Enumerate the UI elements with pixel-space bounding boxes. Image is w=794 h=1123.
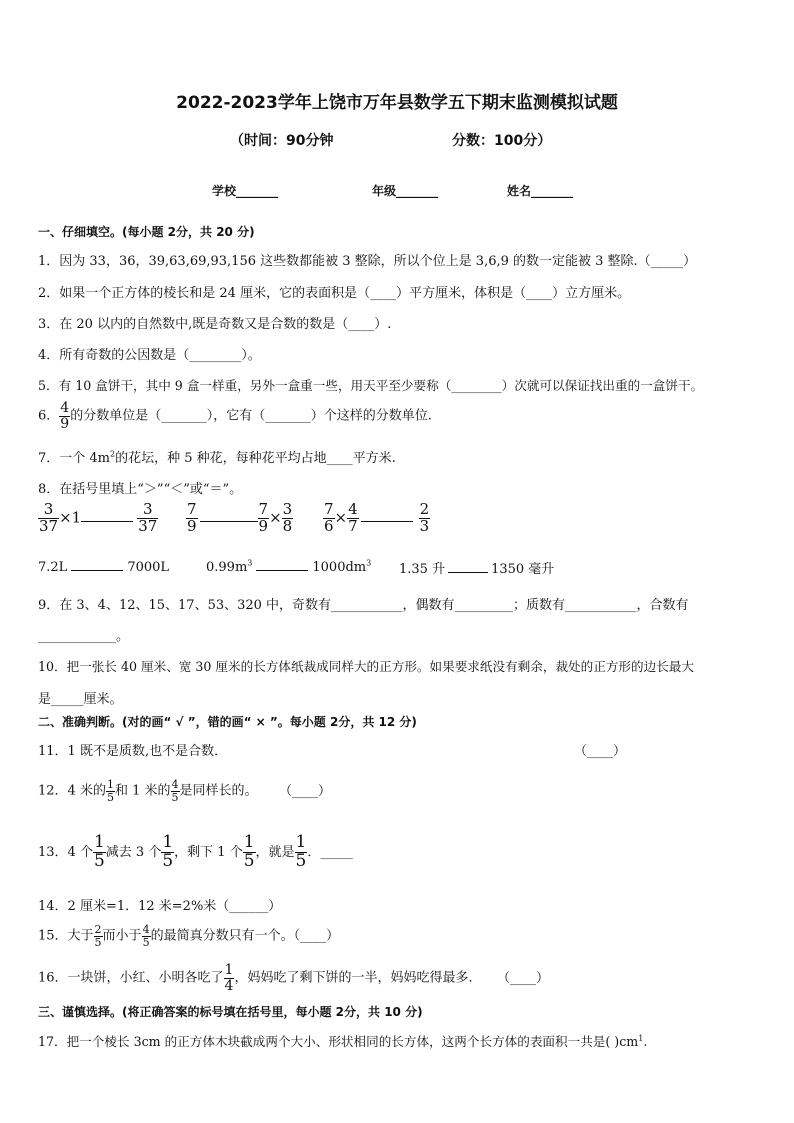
question-11: 11．1 既不是质数,也不是合数．	[38, 744, 228, 759]
fraction-numerator: 3	[137, 502, 158, 519]
question-14: 14．2 厘米=1．12 米=2%米（______）	[38, 899, 282, 914]
fraction-denominator: 5	[94, 935, 102, 949]
fraction-numerator: 1	[224, 962, 234, 978]
fraction-denominator: 37	[39, 516, 59, 535]
fraction-numerator: 4	[348, 500, 358, 518]
question-15-text-a: 15．大于	[38, 928, 94, 944]
question-17-text-b: .	[643, 1034, 648, 1049]
fraction-denominator: 5	[243, 850, 255, 871]
fraction-numerator: 1	[162, 832, 174, 852]
answer-blank[interactable]	[200, 509, 258, 522]
fraction-denominator: 5	[106, 790, 114, 804]
fraction-numerator: 3	[282, 500, 293, 518]
question-3: 3．在 20 以内的自然数中,既是奇数又是合数的数是（____）.	[38, 317, 392, 332]
question-7	[38, 447, 396, 466]
question-7-sup: 2	[110, 449, 116, 459]
question-12-answer[interactable]: （____）	[285, 783, 332, 799]
question-13-text-a: 13．4 个	[38, 844, 93, 860]
fraction-1-5	[243, 834, 256, 871]
fraction-numerator: 4	[171, 778, 179, 791]
fraction-denominator: 5	[93, 850, 105, 871]
value-1-35-liter: 1.35 升	[399, 562, 446, 577]
question-17-text-a: 17．把一个棱长 3cm 的正方体木块截成两个大小、形状相同的长方体，这两个长方体的表面积一共是( )cm	[38, 1034, 639, 1049]
fraction-denominator: 5	[295, 850, 307, 871]
question-6-text: 的分数单位是（_______），它有（_______）个这样的分数单位.	[70, 408, 432, 424]
page-title: 2022-2023学年上饶市万年县数学五下期末监测模拟试题	[176, 93, 618, 113]
section-3-heading: 三、谨慎选择。(将正确答案的标号填在括号里，每小题 2分，共 10 分)	[38, 1005, 423, 1019]
fraction-denominator: 9	[187, 516, 197, 535]
question-16-answer[interactable]: （____）	[503, 970, 549, 986]
name-field[interactable]: 姓名_______	[507, 184, 574, 198]
fraction-numerator: 1	[243, 832, 255, 852]
fraction-denominator: 7	[348, 516, 358, 535]
answer-blank[interactable]	[71, 558, 123, 571]
question-7-text-b: 的花坛，种 5 种花，每种花平均占地____平方米.	[115, 451, 396, 466]
fraction-1-5	[295, 834, 308, 871]
question-13-text-d: ，就是	[255, 844, 295, 860]
fraction-7-6	[323, 502, 335, 535]
fraction-denominator: 5	[171, 790, 179, 804]
times-one: ×1	[59, 508, 82, 527]
fraction-numerator: 4	[142, 923, 150, 936]
question-11-answer[interactable]: （____）	[574, 744, 627, 759]
exam-time: （时间：90分钟	[230, 133, 334, 149]
fraction-4-5	[142, 924, 151, 948]
fraction-3-37	[137, 502, 158, 535]
answer-blank[interactable]	[81, 509, 133, 522]
fraction-numerator: 1	[295, 832, 307, 852]
fraction-4-5	[171, 779, 180, 803]
exam-score: 分数：100分）	[452, 133, 552, 149]
question-12-text-c: 是同样长的。	[179, 783, 258, 799]
q8-compare-6	[399, 558, 554, 577]
fraction-3-37	[38, 502, 59, 535]
question-10-cont: 是_____厘米。	[38, 692, 123, 707]
question-13-text-b: 减去 3 个	[105, 844, 162, 860]
fraction-denominator: 9	[258, 516, 269, 535]
question-1: 1．因为 33，36，39,63,69,93,156 这些数都能被 3 整除，所以个位上是 3,6,9 的数一定能被 3 整除.（_____）	[38, 254, 697, 269]
cube-sup: 3	[247, 558, 253, 568]
value-7-2l: 7.2L	[38, 560, 68, 575]
school-field[interactable]: 学校_______	[212, 184, 279, 198]
fraction-numerator: 2	[419, 500, 430, 518]
fraction-numerator: 3	[38, 502, 59, 519]
question-6	[38, 401, 432, 431]
fraction-denominator: 6	[324, 516, 334, 535]
answer-blank[interactable]	[448, 560, 488, 573]
value-7000l: 7000L	[127, 560, 170, 575]
question-17-sup: 1	[638, 1033, 644, 1043]
fraction-1-5	[161, 834, 174, 871]
question-10: 10．把一张长 40 厘米、宽 30 厘米的长方体纸裁成同样大的正方形。如果要求纸没有剩余，裁处的正方形的边长最大	[38, 659, 694, 674]
cube-sup: 3	[366, 558, 372, 568]
fraction-denominator: 4	[224, 977, 234, 994]
times-sign: ×	[334, 508, 348, 527]
question-5: 5．有 10 盒饼干，其中 9 盒一样重，另外一盒重一些，用天平至少要称（________）次就可以保证找出重的一盒饼干。	[38, 378, 704, 393]
q8-compare-2	[186, 502, 293, 535]
fraction-3-8	[282, 502, 294, 535]
section-1-heading: 一、仔细填空。(每小题 2分，共 20 分)	[38, 225, 255, 239]
fraction-denominator: 37	[138, 516, 158, 535]
fraction-denominator: 8	[282, 516, 293, 535]
question-13	[38, 834, 353, 871]
question-9: 9．在 3、4、12、15、17、53、320 中，奇数有___________，偶数有_________；质数有___________，合数有	[38, 598, 689, 613]
fraction-1-4	[224, 963, 235, 993]
grade-field[interactable]: 年级_______	[372, 184, 439, 198]
question-13-answer[interactable]: ．_____	[307, 844, 353, 860]
answer-blank[interactable]	[361, 509, 413, 522]
fraction-numerator: 1	[106, 778, 114, 791]
section-2-heading: 二、准确判断。(对的画“ √ ”，错的画“ × ”。每小题 2分，共 12 分)	[38, 715, 417, 729]
question-16-text-a: 16．一块饼，小红、小明各吃了	[38, 970, 224, 986]
value-1350-ml: 1350 毫升	[491, 562, 555, 577]
question-2: 2．如果一个正方体的棱长和是 24 厘米，它的表面积是（____）平方厘米，体积是（____）立方厘米。	[38, 286, 631, 301]
question-16-text-b: ，妈妈吃了剩下饼的一半，妈妈吃得最多．	[234, 970, 482, 986]
question-15-text-b: 而小于	[102, 928, 142, 944]
question-15	[38, 924, 339, 948]
fraction-denominator: 5	[142, 935, 150, 949]
fraction-4-9	[59, 401, 70, 431]
fraction-2-5	[94, 924, 103, 948]
fraction-numerator: 7	[258, 500, 269, 518]
question-4: 4．所有奇数的公因数是（________）。	[38, 348, 261, 363]
value-0-99m3: 0.99m	[206, 560, 248, 575]
q8-compare-5	[206, 558, 371, 575]
fraction-1-5	[93, 834, 106, 871]
fraction-numerator: 7	[324, 500, 334, 518]
question-15-text-c: 的最简真分数只有一个。（____）	[150, 928, 340, 944]
fraction-1-5	[106, 779, 115, 803]
fraction-numerator: 7	[187, 500, 197, 518]
fraction-numerator: 4	[60, 400, 70, 416]
q8-compare-1	[38, 502, 158, 535]
answer-blank[interactable]	[256, 558, 308, 571]
fraction-denominator: 9	[60, 415, 70, 432]
q8-compare-3	[323, 502, 430, 535]
question-13-text-c: ，剩下 1 个	[174, 844, 243, 860]
fraction-7-9	[258, 502, 270, 535]
fraction-denominator: 3	[419, 516, 430, 535]
question-17	[38, 1031, 647, 1050]
question-16	[38, 963, 549, 993]
fraction-2-3	[419, 502, 431, 535]
question-12-text-a: 12．4 米的	[38, 783, 106, 799]
fraction-numerator: 2	[94, 923, 102, 936]
value-1000dm3: 1000dm	[312, 560, 367, 575]
q8-compare-4	[38, 558, 169, 575]
fraction-4-7	[347, 502, 359, 535]
question-12	[38, 779, 331, 803]
fraction-7-9	[186, 502, 198, 535]
question-12-text-b: 和 1 米的	[114, 783, 171, 799]
question-9-cont: ____________。	[38, 629, 130, 644]
question-6-number: 6．	[38, 408, 60, 424]
question-7-text-a: 7．一个 4m	[38, 451, 111, 466]
times-sign: ×	[269, 508, 282, 527]
fraction-numerator: 1	[93, 832, 105, 852]
question-8: 8．在括号里填上“＞”“＜”或“＝”。	[38, 482, 243, 497]
fraction-denominator: 5	[162, 850, 174, 871]
